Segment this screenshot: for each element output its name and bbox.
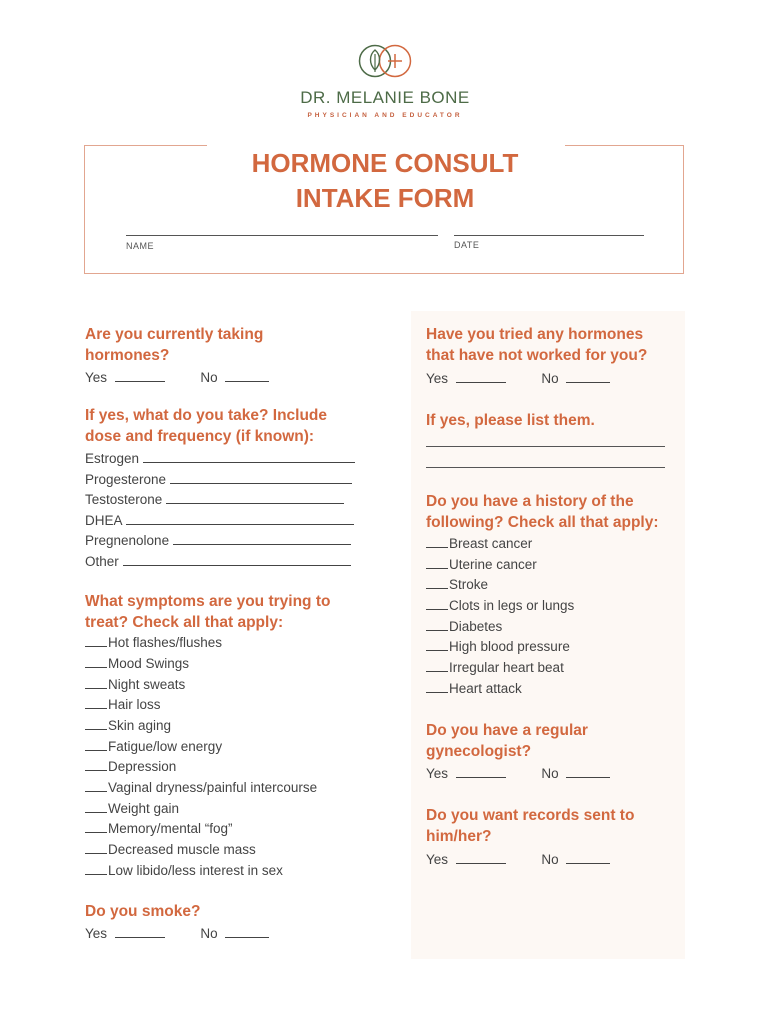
list-item: Testosterone: [85, 491, 344, 508]
list-item: Stroke: [426, 576, 488, 593]
question-tried-hormones: Have you tried any hormones that have not worked for you?: [426, 326, 648, 364]
list-item: Other: [85, 553, 351, 570]
list-item: Hot flashes/flushes: [85, 634, 222, 651]
yes-field[interactable]: [456, 370, 506, 383]
yes-label: Yes: [426, 766, 449, 781]
list-item: Diabetes: [426, 618, 502, 635]
checkbox[interactable]: [426, 597, 448, 610]
list-item: Hair loss: [85, 696, 161, 713]
no-label: No: [200, 370, 218, 385]
form-title-line2: INTAKE FORM: [295, 183, 475, 213]
yes-field[interactable]: [115, 925, 165, 938]
list-item: Fatigue/low energy: [85, 738, 222, 755]
no-field[interactable]: [225, 369, 269, 382]
yes-label: Yes: [85, 370, 108, 385]
checkbox[interactable]: [85, 779, 107, 792]
brand-name: DR. MELANIE BONE: [300, 88, 470, 107]
list-field-1[interactable]: [426, 446, 665, 447]
yes-field[interactable]: [456, 851, 506, 864]
checkbox[interactable]: [85, 717, 107, 730]
name-label: NAME: [126, 241, 155, 251]
answer-taking-hormones: [85, 369, 269, 386]
question-smoke: Do you smoke?: [85, 903, 201, 920]
no-label: No: [200, 926, 218, 941]
answer-records: [426, 851, 610, 868]
checkbox[interactable]: [426, 576, 448, 589]
testosterone-field[interactable]: [166, 491, 344, 504]
yes-label: Yes: [85, 926, 108, 941]
list-item: Weight gain: [85, 800, 179, 817]
question-what-take: If yes, what do you take? Include dose and frequency (if known):: [85, 407, 328, 445]
checkbox[interactable]: [85, 696, 107, 709]
answer-tried-hormones: [426, 370, 610, 387]
other-field[interactable]: [123, 553, 351, 566]
checkbox[interactable]: [426, 535, 448, 548]
checkbox[interactable]: [426, 659, 448, 672]
question-records: Do you want records sent to him/her?: [426, 807, 635, 845]
question-symptoms: What symptoms are you trying to treat? Check all that apply:: [85, 593, 331, 631]
checkbox[interactable]: [426, 638, 448, 651]
list-item: Mood Swings: [85, 655, 189, 672]
list-item: Vaginal dryness/painful intercourse: [85, 779, 317, 796]
checkbox[interactable]: [426, 618, 448, 631]
logo: [0, 40, 770, 119]
form-title-line1: HORMONE CONSULT: [251, 148, 519, 178]
brand-tagline: PHYSICIAN AND EDUCATOR: [307, 112, 463, 119]
list-item: Uterine cancer: [426, 556, 537, 573]
list-item: DHEA: [85, 512, 354, 529]
pregnenolone-field[interactable]: [173, 532, 351, 545]
checkbox[interactable]: [85, 655, 107, 668]
no-label: No: [541, 852, 559, 867]
no-field[interactable]: [566, 370, 610, 383]
checkbox[interactable]: [85, 820, 107, 833]
list-item: High blood pressure: [426, 638, 570, 655]
no-label: No: [541, 766, 559, 781]
title-box: [84, 145, 684, 274]
list-item: Estrogen: [85, 450, 355, 467]
list-item: Clots in legs or lungs: [426, 597, 574, 614]
question-taking-hormones: Are you currently taking hormones?: [85, 326, 264, 364]
no-field[interactable]: [225, 925, 269, 938]
list-item: Low libido/less interest in sex: [85, 862, 283, 879]
question-gynecologist: Do you have a regular gynecologist?: [426, 722, 588, 760]
date-label: DATE: [454, 240, 480, 250]
checkbox[interactable]: [426, 556, 448, 569]
yes-label: Yes: [426, 371, 449, 386]
list-item: Irregular heart beat: [426, 659, 564, 676]
yes-field[interactable]: [456, 765, 506, 778]
estrogen-field[interactable]: [143, 450, 355, 463]
list-item: Pregnenolone: [85, 532, 351, 549]
no-field[interactable]: [566, 851, 610, 864]
checkbox[interactable]: [85, 676, 107, 689]
checkbox[interactable]: [85, 800, 107, 813]
list-item: Breast cancer: [426, 535, 532, 552]
leaf-plus-logo-icon: [353, 40, 417, 82]
progesterone-field[interactable]: [170, 471, 352, 484]
list-item: Skin aging: [85, 717, 171, 734]
no-label: No: [541, 371, 559, 386]
list-item: Decreased muscle mass: [85, 841, 256, 858]
list-field-2[interactable]: [426, 467, 665, 468]
list-item: Depression: [85, 758, 176, 775]
answer-gynecologist: [426, 765, 610, 782]
question-history: Do you have a history of the following? Check all that apply:: [426, 493, 659, 531]
yes-label: Yes: [426, 852, 449, 867]
no-field[interactable]: [566, 765, 610, 778]
yes-field[interactable]: [115, 369, 165, 382]
list-item: Memory/mental “fog”: [85, 820, 233, 837]
checkbox[interactable]: [85, 758, 107, 771]
date-field[interactable]: [454, 235, 644, 236]
checkbox[interactable]: [85, 841, 107, 854]
dhea-field[interactable]: [126, 512, 354, 525]
list-item: Night sweats: [85, 676, 185, 693]
list-item: Heart attack: [426, 680, 522, 697]
name-field[interactable]: [126, 235, 438, 236]
answer-smoke: [85, 925, 269, 942]
question-list-them: If yes, please list them.: [426, 412, 595, 429]
checkbox[interactable]: [85, 862, 107, 875]
checkbox[interactable]: [85, 738, 107, 751]
checkbox[interactable]: [85, 634, 107, 647]
list-item: Progesterone: [85, 471, 352, 488]
checkbox[interactable]: [426, 680, 448, 693]
